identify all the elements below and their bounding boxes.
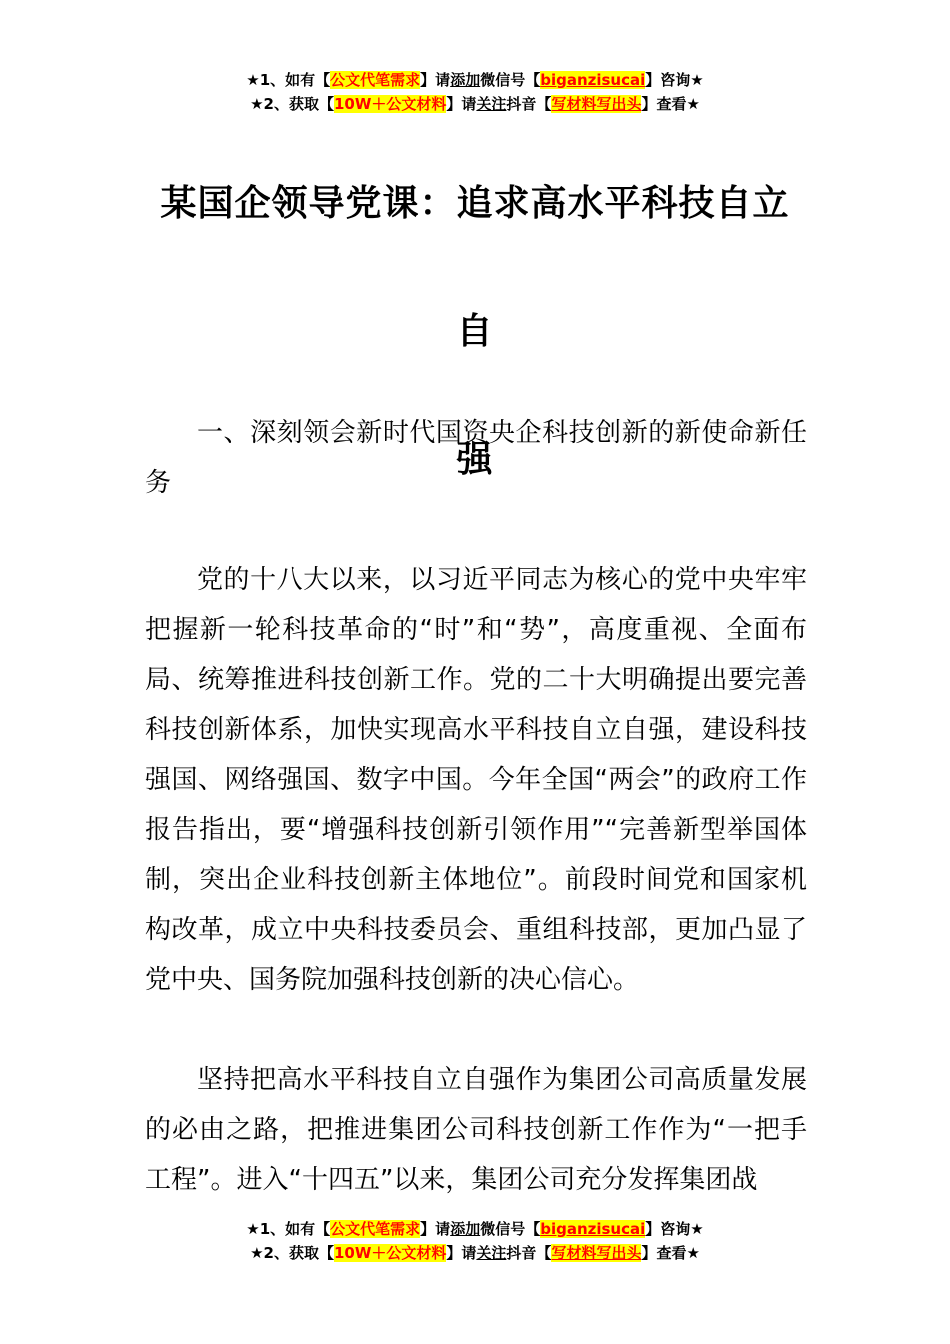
promo-text: 】请 <box>420 71 451 89</box>
body-paragraph-1 <box>145 555 807 1005</box>
promo-text: ★2、获取【 <box>250 95 334 113</box>
promo-line-1 <box>0 1217 950 1241</box>
promo-text: 】请 <box>446 95 477 113</box>
paragraph-text: 党的十八大以来，以习近平同志为核心的党中央牢牢把握新一轮科技革命的“时”和“势”，高度重视、全面布局、统筹推进科技创新工作。党的二十大明确提出要完善科技创新体系，加快实现高水平科技自立自强，建设科技强国、网络强国、数字中国。今年全国“两会”的政府工作报告指出，要“增强科技创新引领作用”“完善新型举国体制，突出企业科技创新主体地位”。前段时间党和国家机构改革，成立中央科技委员会、重组科技部，更加凸显了党中央、国务院加强科技创新的决心信心。 <box>145 565 807 995</box>
promo-highlight: 10W＋公文材料 <box>333 95 447 113</box>
promo-text: ★1、如有【 <box>246 71 331 89</box>
promo-text: 微信号【 <box>480 71 541 89</box>
promo-emphasis: 添加 <box>450 71 481 89</box>
promo-douyin-id: 写材料写出头 <box>551 1244 642 1262</box>
promo-text: 】咨询★ <box>645 1220 704 1238</box>
promo-emphasis: 添加 <box>450 1220 481 1238</box>
promo-wechat-id: biganzisucai <box>540 71 646 89</box>
promo-banner-top <box>0 68 950 116</box>
section-heading-text: 一、深刻领会新时代国资央企科技创新的新使命新任务 <box>145 418 807 498</box>
promo-text: ★2、获取【 <box>250 1244 334 1262</box>
promo-emphasis: 关注 <box>476 1244 507 1262</box>
body-paragraph-2 <box>145 1055 807 1205</box>
promo-text: 】查看★ <box>641 95 700 113</box>
promo-emphasis: 关注 <box>476 95 507 113</box>
promo-text: 】请 <box>446 1244 477 1262</box>
promo-text: 抖音【 <box>506 95 552 113</box>
promo-highlight: 公文代笔需求 <box>330 1220 421 1238</box>
promo-banner-bottom <box>0 1217 950 1265</box>
promo-line-2 <box>0 1241 950 1265</box>
paragraph-text: 坚持把高水平科技自立自强作为集团公司高质量发展的必由之路，把推进集团公司科技创新工作作为“一把手工程”。进入“十四五”以来，集团公司充分发挥集团战 <box>145 1065 807 1195</box>
promo-text: 】查看★ <box>641 1244 700 1262</box>
promo-text: 】请 <box>420 1220 451 1238</box>
section-heading <box>145 408 807 508</box>
promo-douyin-id: 写材料写出头 <box>551 95 642 113</box>
promo-line-2 <box>0 92 950 116</box>
promo-text: 】咨询★ <box>645 71 704 89</box>
promo-text: 抖音【 <box>506 1244 552 1262</box>
promo-highlight: 公文代笔需求 <box>330 71 421 89</box>
promo-line-1 <box>0 68 950 92</box>
title-line-1: 某国企领导党课：追求高水平科技自立自 <box>160 183 790 352</box>
promo-text: ★1、如有【 <box>246 1220 331 1238</box>
promo-text: 微信号【 <box>480 1220 541 1238</box>
title-line-2: 强 <box>456 439 494 480</box>
promo-highlight: 10W＋公文材料 <box>333 1244 447 1262</box>
promo-wechat-id: biganzisucai <box>540 1220 646 1238</box>
